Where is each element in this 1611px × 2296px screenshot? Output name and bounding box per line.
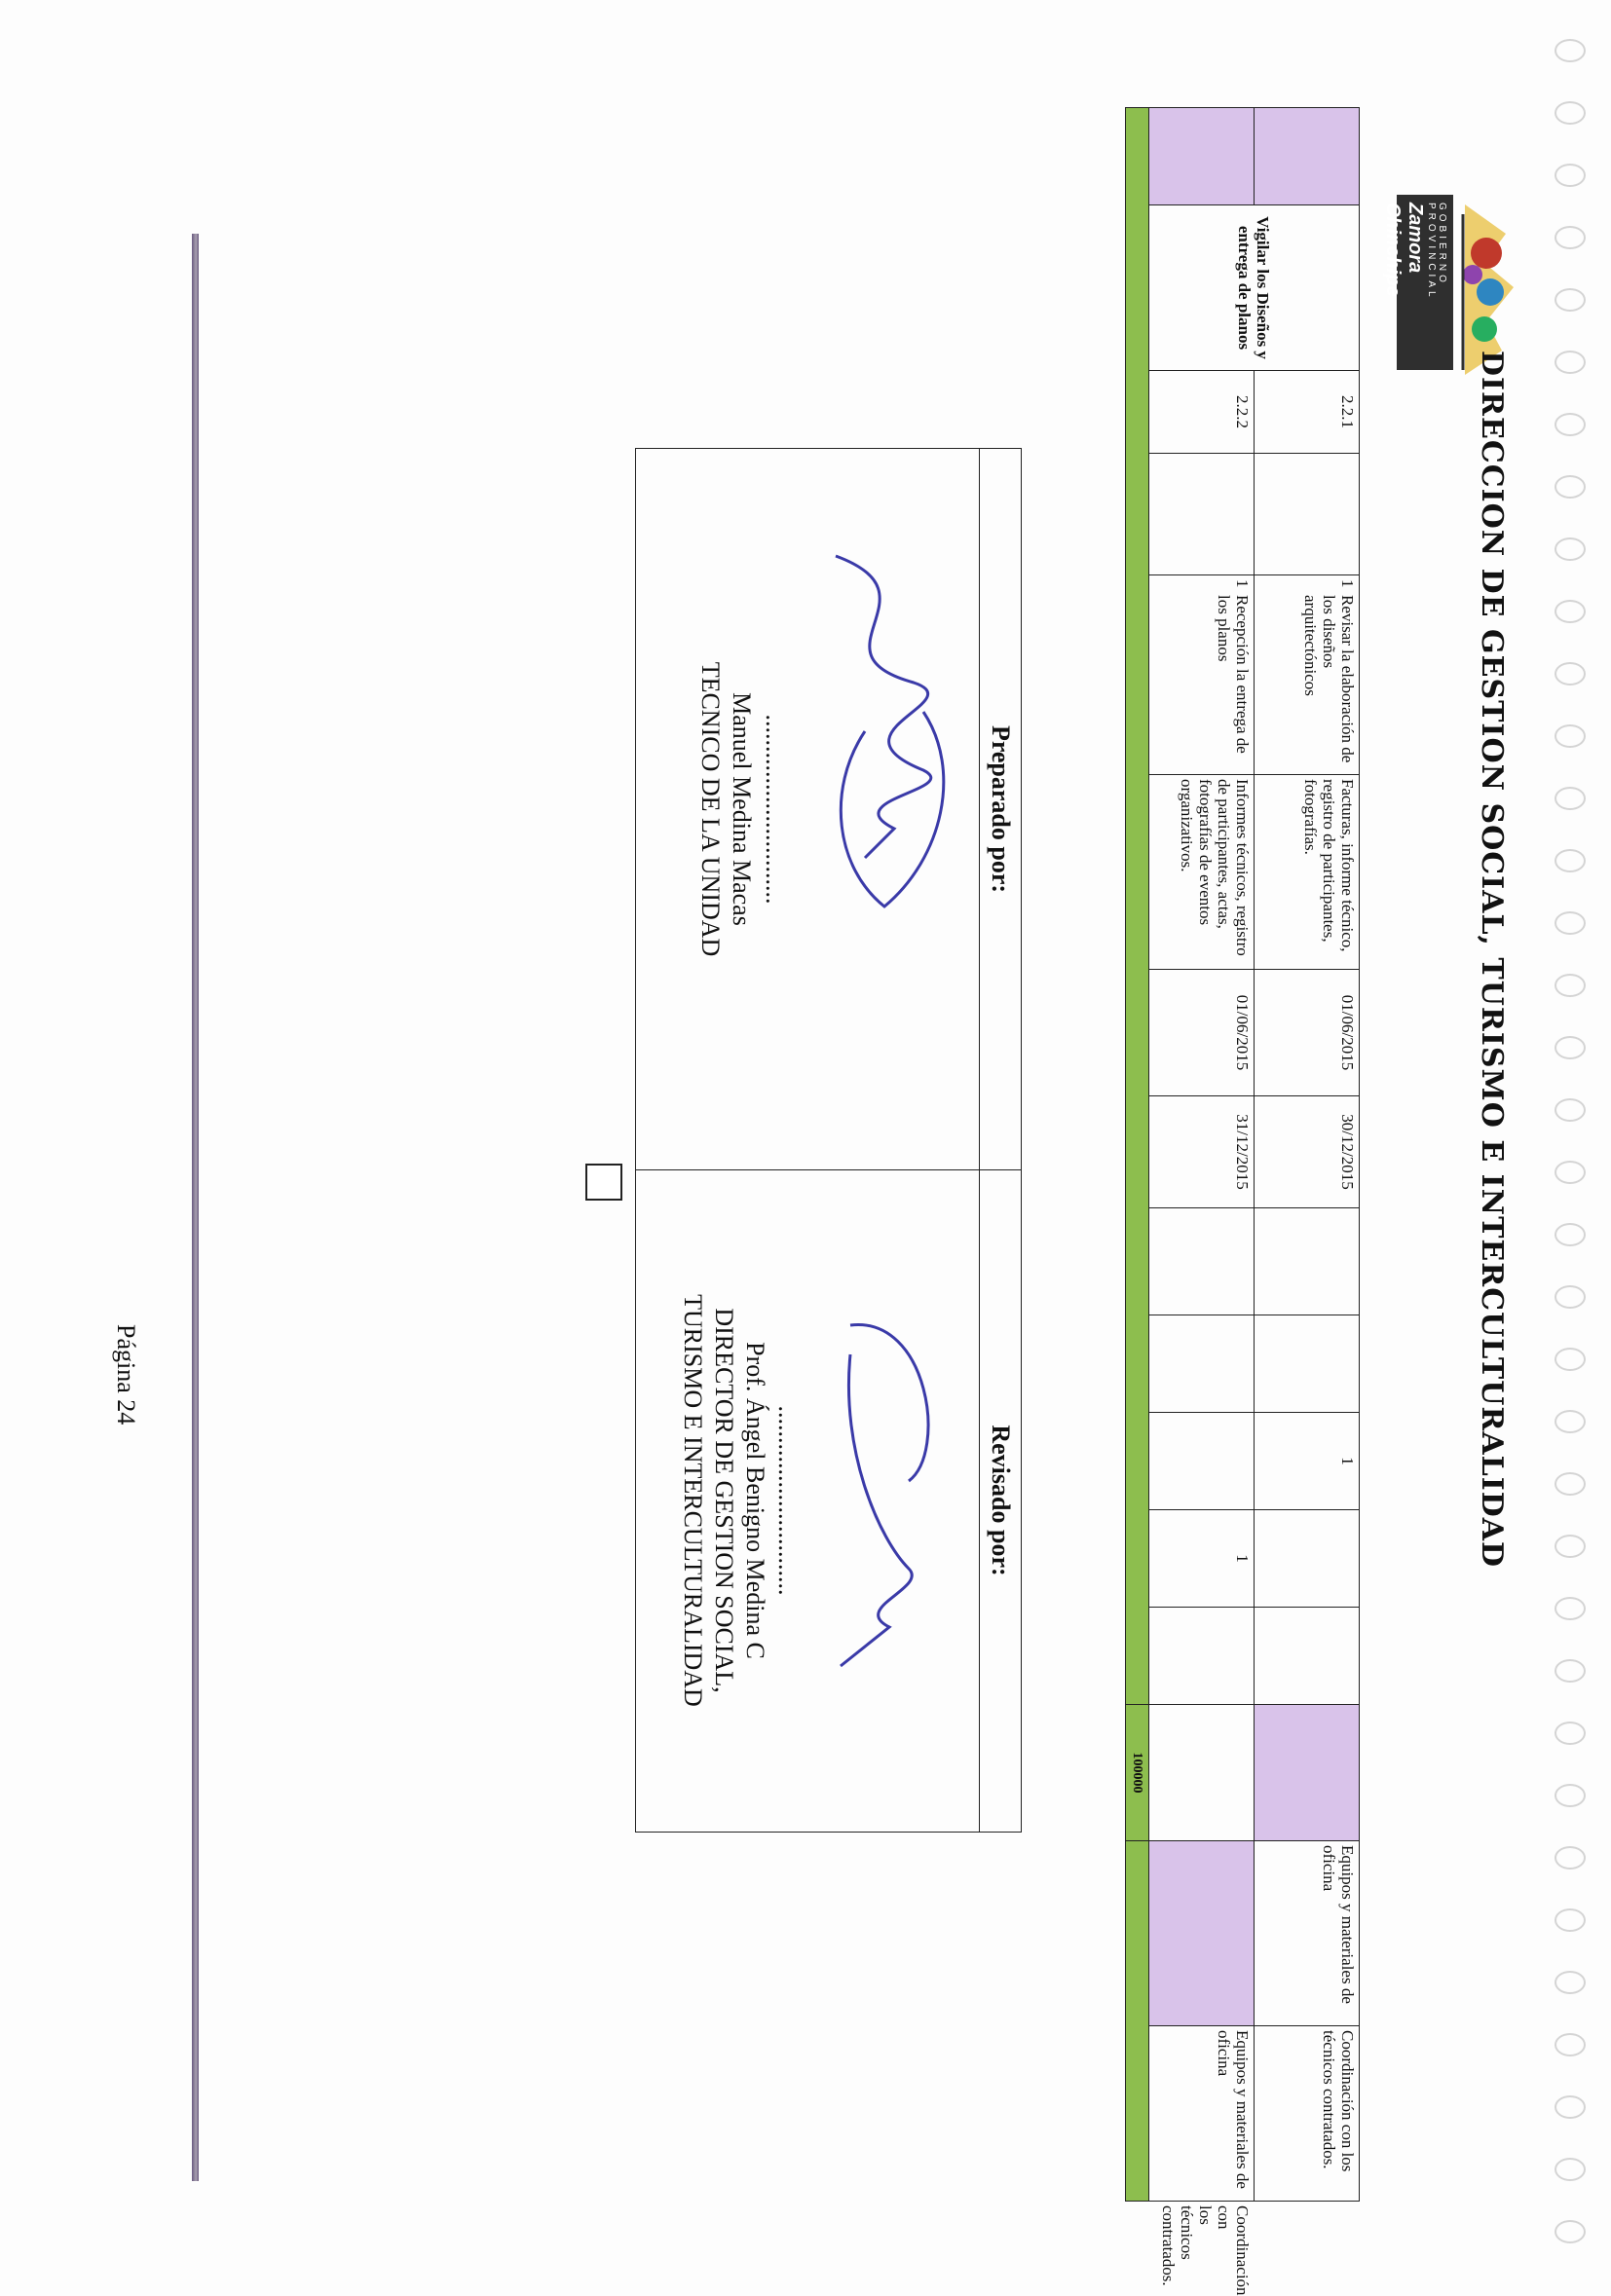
binder-hole: [1555, 724, 1586, 748]
prepared-by-heading: Preparado por:: [979, 449, 1021, 1169]
binder-hole: [1555, 1472, 1586, 1496]
resources-cell: Equipos y materiales de oficina: [1149, 2026, 1255, 2202]
blank-cell: [1149, 1705, 1255, 1841]
prepared-signature-dots: ..............................: [761, 714, 789, 905]
task-cell: [1149, 575, 1255, 775]
reviewed-signature-dots: ..............................: [773, 1405, 802, 1596]
binder-hole: [1555, 164, 1586, 187]
binder-hole: [1555, 1659, 1586, 1683]
month-mark-cell: 1: [1255, 1413, 1360, 1510]
header: [1457, 351, 1525, 1714]
reviewed-name: Prof. Ángel Benigno Medina C: [741, 1342, 769, 1659]
signature-box: [635, 448, 1022, 1833]
footer-divider: [192, 234, 199, 2181]
code-cell: 2.2.1: [1255, 371, 1360, 454]
binder-hole: [1555, 849, 1586, 872]
binder-hole: [1555, 662, 1586, 685]
total-cell: 100000: [1126, 1705, 1149, 1841]
evidence-cell: Informes técnicos, registro de participantes, actas, fotografías de eventos organizativos.: [1149, 775, 1255, 970]
blank-cell: [1149, 1208, 1255, 1315]
total-row: [1126, 108, 1149, 2202]
blank-cell: [1255, 1208, 1360, 1315]
binder-hole: [1555, 1908, 1586, 1932]
end-date-cell: 31/12/2015: [1149, 1096, 1255, 1208]
page-number: Página 24: [112, 1324, 140, 1426]
reviewed-role-line-1: DIRECTOR DE GESTION SOCIAL,: [710, 1308, 738, 1693]
signature-icon: [792, 1296, 967, 1685]
blank-cell: [1149, 1413, 1255, 1510]
binder-hole: [1555, 600, 1586, 623]
notes-cell: Coordinación con los técnicos contratados.: [1255, 2026, 1360, 2202]
purple-cell: [1149, 1841, 1255, 2026]
task-cell: [1255, 575, 1360, 775]
code-cell: 2.2.2: [1149, 371, 1255, 454]
month-mark-cell: 1: [1149, 1510, 1255, 1608]
binder-hole: [1555, 39, 1586, 62]
resources-cell: Equipos y materiales de oficina: [1255, 1841, 1360, 2026]
activity-group-cell: Vigilar los Diseños y entrega de planos: [1149, 205, 1360, 371]
blank-cell: [1255, 454, 1360, 575]
blank-cell: [1255, 1315, 1360, 1413]
binder-hole: [1555, 537, 1586, 561]
blank-cell: [1149, 1608, 1255, 1705]
task-text: Recepción la entrega de los planos: [1215, 595, 1252, 754]
binder-hole: [1555, 974, 1586, 997]
logo-label: [1382, 195, 1453, 370]
table-row: 2.2.2 1 Recepción la entrega de los planos Informes técnicos, registro de participantes, actas, fotografías de eventos organizativos. 01/06/2015 31/12/2015 1 Equipos y materiales de oficina Coordinación con los técnicos contratados.: [1149, 108, 1255, 2202]
binder-hole: [1555, 1223, 1586, 1246]
page-title: DIRECCION DE GESTION SOCIAL, TURISMO E INTERCULTURALIDAD: [1475, 351, 1509, 1569]
binder-hole: [1555, 1098, 1586, 1122]
blank-cell: [1149, 1315, 1255, 1413]
green-cell: [1126, 1841, 1149, 2202]
activity-table: [1125, 107, 1360, 2296]
binder-hole: [1555, 2095, 1586, 2119]
end-date-cell: 30/12/2015: [1255, 1096, 1360, 1208]
binder-hole: [1555, 1971, 1586, 1994]
binder-hole: [1555, 288, 1586, 312]
binder-hole: [1555, 2220, 1586, 2243]
binder-hole: [1555, 1161, 1586, 1184]
binder-holes: [1533, 0, 1611, 2278]
prepared-by-column: [636, 449, 1021, 1170]
logo-line-2: Zamora Chinchipe: [1382, 203, 1426, 297]
binder-hole: [1555, 1410, 1586, 1433]
green-cell: [1126, 108, 1149, 1705]
binder-hole: [1555, 413, 1586, 436]
logo-line-1: GOBIERNO PROVINCIAL: [1426, 203, 1447, 301]
purple-cell: [1149, 108, 1255, 205]
table-row: [1255, 108, 1360, 2202]
binder-hole: [1555, 911, 1586, 935]
reviewed-by-column: [636, 1169, 1021, 1832]
prepared-name: Manuel Medina Macas: [728, 692, 756, 926]
checkbox[interactable]: [585, 1164, 622, 1201]
binder-hole: [1555, 101, 1586, 125]
binder-hole: [1555, 2158, 1586, 2181]
qty-value: 1: [1338, 579, 1357, 588]
binder-hole: [1555, 1722, 1586, 1745]
start-date-cell: 01/06/2015: [1255, 970, 1360, 1096]
purple-cell: [1255, 108, 1360, 205]
binder-hole: [1555, 1036, 1586, 1059]
binder-hole: [1555, 1348, 1586, 1371]
blank-cell: [1255, 1510, 1360, 1608]
binder-hole: [1555, 787, 1586, 810]
binder-hole: [1555, 2033, 1586, 2056]
binder-hole: [1555, 1784, 1586, 1807]
task-text: Revisar la elaboración de los diseños arquitectónicos: [1301, 595, 1357, 763]
qty-value: 1: [1233, 579, 1252, 588]
binder-hole: [1555, 1597, 1586, 1620]
blank-cell: [1149, 454, 1255, 575]
binder-hole: [1555, 226, 1586, 249]
purple-cell: [1255, 1705, 1360, 1841]
start-date-cell: 01/06/2015: [1149, 970, 1255, 1096]
reviewed-role-line-2: TURISMO E INTERCULTURALIDAD: [679, 1294, 707, 1707]
evidence-cell: Facturas, informe técnico, registro de participantes, fotografías.: [1255, 775, 1360, 970]
binder-hole: [1555, 1535, 1586, 1558]
binder-hole: [1555, 1285, 1586, 1309]
binder-hole: [1555, 351, 1586, 374]
binder-hole: [1555, 1846, 1586, 1870]
signature-icon: [787, 537, 982, 945]
binder-hole: [1555, 475, 1586, 499]
prepared-role: TECNICO DE LA UNIDAD: [696, 661, 725, 957]
reviewed-by-heading: Revisado por:: [979, 1169, 1021, 1832]
blank-cell: [1255, 1608, 1360, 1705]
